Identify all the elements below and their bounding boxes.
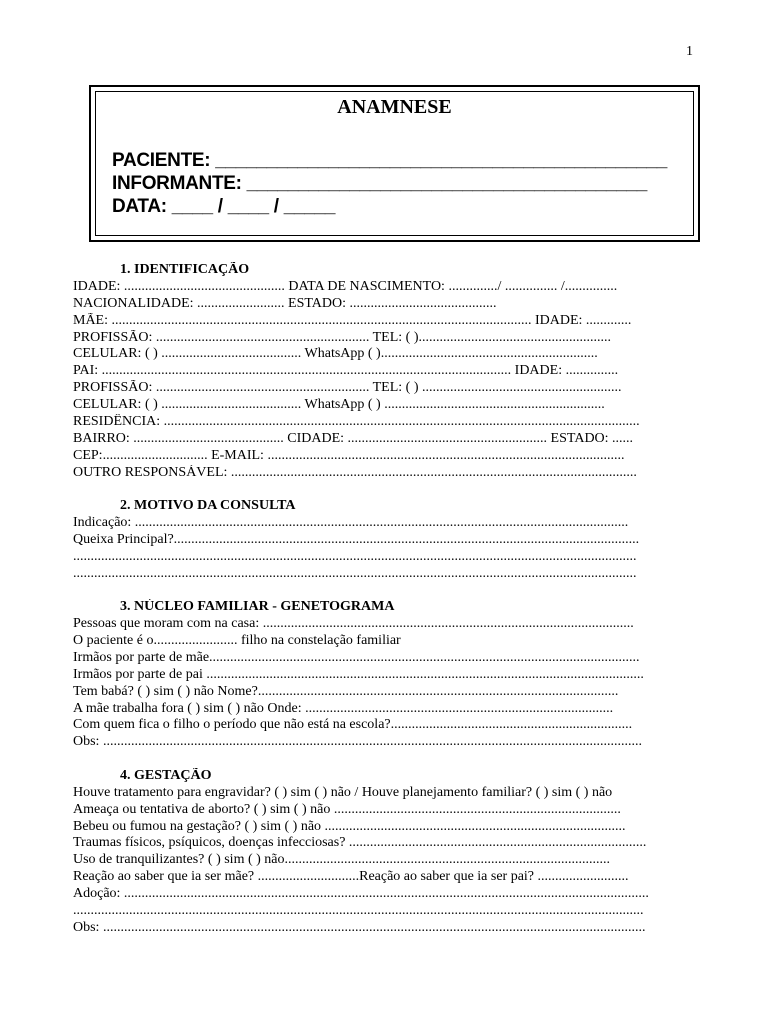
form-line-indicacao[interactable]: Indicação: .............................................................................................................................................: [73, 515, 629, 531]
informante-field[interactable]: INFORMANTE: _______________________________________: [112, 173, 648, 194]
section-title-gestacao: 4. GESTAÇÃO: [120, 767, 212, 783]
form-line-profissao-pai[interactable]: PROFISSÃO: ............................................................. TEL: ( ) .........................................................: [73, 380, 622, 396]
form-line-traumas[interactable]: Traumas físicos, psíquicos, doenças infecciosas? .....................................................................................: [73, 835, 647, 851]
form-line-idade[interactable]: IDADE: .............................................. DATA DE NASCIMENTO: ............../ ............... /...............: [73, 278, 618, 294]
form-line-irmaos-pai[interactable]: Irmãos por parte de pai .............................................................................................................................: [73, 666, 644, 682]
data-field[interactable]: DATA: ____ / ____ / _____: [112, 196, 336, 217]
form-line-mae[interactable]: MÃE: ........................................................................................................................ IDADE: .............: [73, 312, 632, 328]
document-title: ANAMNESE: [337, 96, 452, 118]
form-line-blank[interactable]: .................................................................................................................................................................: [73, 548, 637, 564]
form-line-com-quem-fica[interactable]: Com quem fica o filho o período que não está na escola?.....................................................................: [73, 717, 633, 733]
form-line-adocao[interactable]: Adoção: ......................................................................................................................................................: [73, 886, 649, 902]
form-line-residencia[interactable]: RESIDÊNCIA: ........................................................................................................................................: [73, 414, 640, 430]
form-line-queixa[interactable]: Queixa Principal?.....................................................................................................................................: [73, 531, 640, 547]
form-line-reacao[interactable]: Reação ao saber que ia ser mãe? .............................Reação ao saber que ia ser pai? ..........................: [73, 869, 629, 885]
anamnese-form: [73, 262, 695, 937]
header-box: [89, 85, 700, 242]
section-gap: [73, 583, 695, 600]
header-inner-border: [95, 91, 694, 236]
form-line-aborto[interactable]: Ameaça ou tentativa de aborto? ( ) sim ( ) não ..................................................................................: [73, 801, 621, 817]
form-line-blank[interactable]: .................................................................................................................................................................: [73, 565, 637, 581]
form-line-celular-mae[interactable]: CELULAR: ( ) ........................................ WhatsApp ( )..............................................................: [73, 346, 598, 362]
form-line-paciente-posicao[interactable]: O paciente é o........................ filho na constelação familiar: [73, 633, 401, 648]
form-line-pessoas[interactable]: Pessoas que moram com na casa: ..........................................................................................................: [73, 616, 634, 632]
section-title-nucleo: 3. NÚCLEO FAMILIAR - GENETOGRAMA: [120, 599, 395, 615]
form-line-tranquilizantes[interactable]: Uso de tranquilizantes? ( ) sim ( ) não.............................................................................................: [73, 852, 610, 868]
form-line-bebeu-fumou[interactable]: Bebeu ou fumou na gestação? ( ) sim ( ) não ......................................................................................: [73, 818, 626, 834]
form-line-bairro[interactable]: BAIRRO: ........................................... CIDADE: ......................................................... ESTADO: ......: [73, 430, 634, 446]
form-line-outro-responsavel[interactable]: OUTRO RESPONSÁVEL: ....................................................................................................................: [73, 464, 637, 480]
paciente-field[interactable]: PACIENTE: ____________________________________________: [112, 150, 668, 171]
section-gap: [73, 751, 695, 768]
form-line-baba[interactable]: Tem babá? ( ) sim ( ) não Nome?.......................................................................................................: [73, 683, 619, 699]
page-number: 1: [686, 44, 693, 59]
form-line-mae-trabalha[interactable]: A mãe trabalha fora ( ) sim ( ) não Onde: ........................................................................................: [73, 700, 614, 716]
form-line-obs[interactable]: Obs: ...........................................................................................................................................................: [73, 919, 646, 935]
form-line-pai[interactable]: PAI: ..................................................................................................................... IDADE: ...............: [73, 363, 619, 379]
section-title-motivo: 2. MOTIVO DA CONSULTA: [120, 498, 296, 514]
form-line-celular-pai[interactable]: CELULAR: ( ) ........................................ WhatsApp ( ) ...............................................................: [73, 397, 605, 413]
section-title-identificacao: 1. IDENTIFICAÇÃO: [120, 262, 250, 277]
form-line-tratamento[interactable]: Houve tratamento para engravidar? ( ) sim ( ) não / Houve planejamento familiar? ( ) sim ( ) não: [73, 784, 613, 800]
form-line-nacionalidade[interactable]: NACIONALIDADE: ......................... ESTADO: ..........................................: [73, 295, 497, 311]
form-line-profissao-mae[interactable]: PROFISSÃO: ............................................................. TEL: ( ).......................................................: [73, 329, 611, 345]
form-line-blank[interactable]: ...................................................................................................................................................................: [73, 902, 644, 918]
section-gap: [73, 482, 695, 499]
form-line-cep[interactable]: CEP:.............................. E-MAIL: ......................................................................................................: [73, 447, 625, 463]
form-line-obs[interactable]: Obs: ..........................................................................................................................................................: [73, 734, 642, 750]
form-line-irmaos-mae[interactable]: Irmãos por parte de mãe...........................................................................................................................: [73, 649, 640, 665]
